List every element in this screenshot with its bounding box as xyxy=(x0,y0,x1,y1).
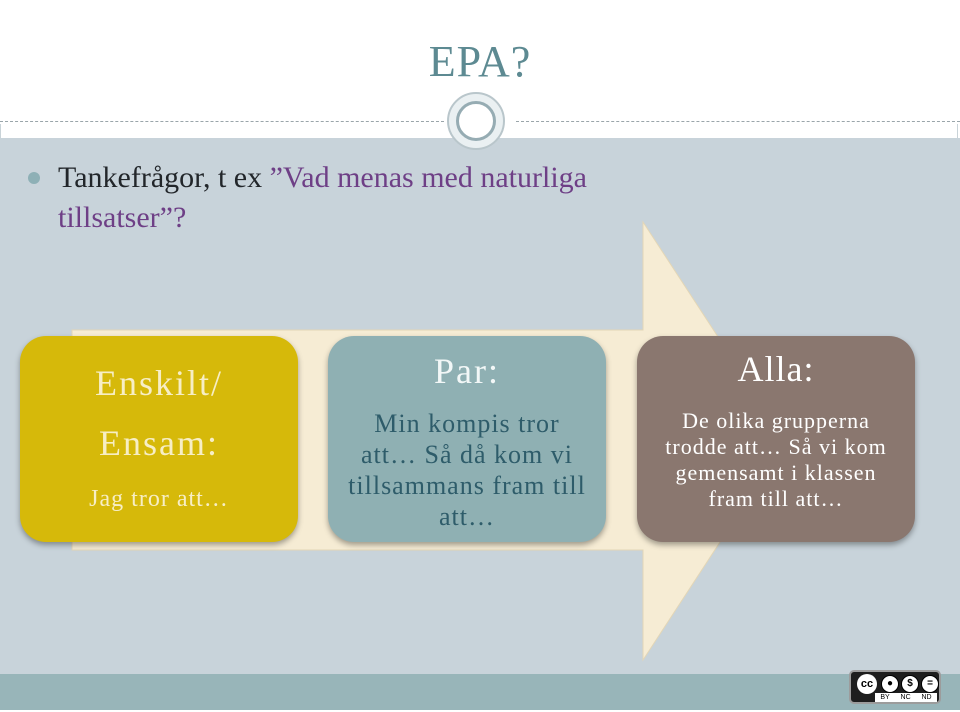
step-heading: Alla: xyxy=(737,349,815,389)
step-box-all xyxy=(637,336,915,542)
step-body: De olika grupperna trodde att… Så vi kom gemensamt i klassen fram till att… xyxy=(665,408,887,511)
step-box-individual xyxy=(20,336,298,542)
noderivatives-icon: = xyxy=(921,675,939,693)
bullet-lead: Tankefrågor, t ex xyxy=(58,161,270,194)
cc-icons xyxy=(855,674,937,694)
step-heading-line1: Enskilt/ xyxy=(94,363,223,403)
step-heading: Par: xyxy=(434,351,500,391)
step-heading-line2: Ensam: xyxy=(99,423,219,463)
bullet-quote-line2: tillsatser”? xyxy=(58,201,187,234)
noncommercial-icon: $ xyxy=(901,675,919,693)
bullet-dot-icon xyxy=(28,172,40,184)
slide-footer xyxy=(0,674,960,710)
step-body: Min kompis tror att… Så då kom vi tillsammans fram till att… xyxy=(348,409,586,531)
attribution-icon: ● xyxy=(881,675,899,693)
cc-logo-icon: cc xyxy=(857,674,877,694)
cc-license-labels xyxy=(875,693,937,702)
bullet-text xyxy=(58,158,918,238)
cc-nc-label: NC xyxy=(900,694,911,701)
cc-nd-label: ND xyxy=(921,694,932,701)
step-box-pair xyxy=(328,336,606,542)
cc-license-badge xyxy=(849,670,941,704)
step-body: Jag tror att… xyxy=(89,486,229,512)
bullet-quote-line1: ”Vad menas med naturliga xyxy=(269,161,587,194)
cc-by-label: BY xyxy=(880,694,890,701)
slide-title: EPA? xyxy=(428,37,532,86)
